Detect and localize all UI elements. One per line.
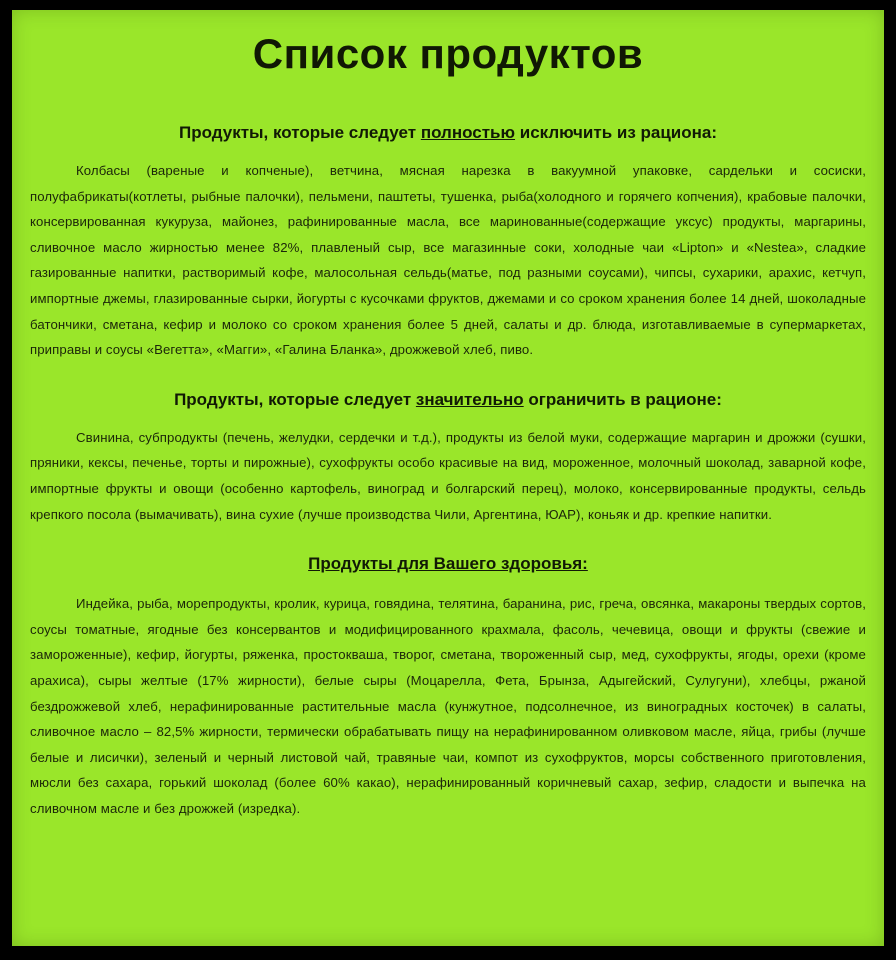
heading-emphasis: значительно [415, 389, 524, 409]
heading-text-end: исключить из рациона: [515, 123, 717, 142]
heading-text-end: ограничить в рационе: [523, 389, 722, 409]
product-list-sheet [12, 10, 884, 946]
section-heading-exclude [30, 122, 866, 144]
section-text-exclude: Колбасы (вареные и копченые), ветчина, мясная нарезка в вакуумной упаковке, сардельки и сосиски, полуфабрикаты(котлеты, рыбные палочки), пельмени, паштеты, тушенка, рыба(холодного и горячего копчения), крабовые палочки, консервированная кукуруза, майонез, рафинированные масла, все маринованные(содержащие уксус) продукты, маргарины, сливочное масло жирностью менее 82%, плавленый сыр, все магазинные соки, холодные чаи «Lipton» и «Nestea», сладкие газированные напитки, растворимый кофе, малосольная сельдь(матье, под разными соусами), чипсы, сухарики, арахис, кетчуп, импортные джемы, глазированные сырки, йогурты с кусочками фруктов, джемами и со сроком хранения более 14 дней, шоколадные батончики, сметана, кефир и молоко со сроком хранения более 5 дней, салаты и др. блюда, изготавливаемые в супермаркетах, приправы и соусы «Вегетта», «Магги», «Галина Бланка», дрожжевой хлеб, пиво. [30, 163, 866, 358]
section-text-limit: Свинина, субпродукты (печень, желудки, сердечки и т.д.), продукты из белой муки, содержащие маргарин и дрожжи (сушки, пряники, кексы, печенье, торты и пирожные), сухофрукты особо красивые на вид, мороженное, молочный шоколад, заварной кофе, импортные фрукты и овощи (особенно картофель, виноград и болгарский перец), молоко, консервированные продукты, сельдь крепкого посола (вымачивать), вина сухие (лучше производства Чили, Аргентина, ЮАР), коньяк и др. крепкие напитки. [30, 429, 866, 522]
page-title: Список продуктов [252, 30, 644, 77]
heading-text-start: Продукты, которые следует [174, 389, 416, 409]
section-heading-limit [30, 389, 866, 411]
section-text-healthy: Индейка, рыба, морепродукты, кролик, курица, говядина, телятина, баранина, рис, греча, овсянка, макароны твердых сортов, соусы томатные, ягодные без консервантов и модифицированного крахмала, фасоль, чечевица, овощи и фрукты (свежие и замороженные), кефир, йогурты, ряженка, простокваша, творог, сметана, твороженный сыр, мед, сухофрукты, ягоды, орехи (кроме арахиса), сыры желтые (17% жирности), белые сыры (Моцарелла, Фета, Брынза, Адыгейский, Сулугуни), хлебцы, ржаной бездрожжевой хлеб, нерафинированные растительные масла (кунжутное, подсолнечное, из виноградных косточек) в салаты, сливочное масло – 82,5% жирности, термически обрабатывать пищу на нерафинированном оливковом масле, яйца, грибы (лучше белые и лисички), зеленый и черный листовой чай, травяные чаи, компот из сухофруктов, морсы собственного приготовления, мюсли без сахара, горький шоколад (более 60% какао), нерафинированный коричневый сахар, зефир, сладости и выпечка на сливочном масле и без дрожжей (изредка). [30, 596, 866, 816]
section-heading-healthy [30, 553, 866, 575]
heading-text-start: Продукты, которые следует [178, 123, 421, 142]
heading-emphasis: полностью [420, 123, 516, 142]
heading-text: Продукты для Вашего здоровья: [308, 554, 588, 574]
